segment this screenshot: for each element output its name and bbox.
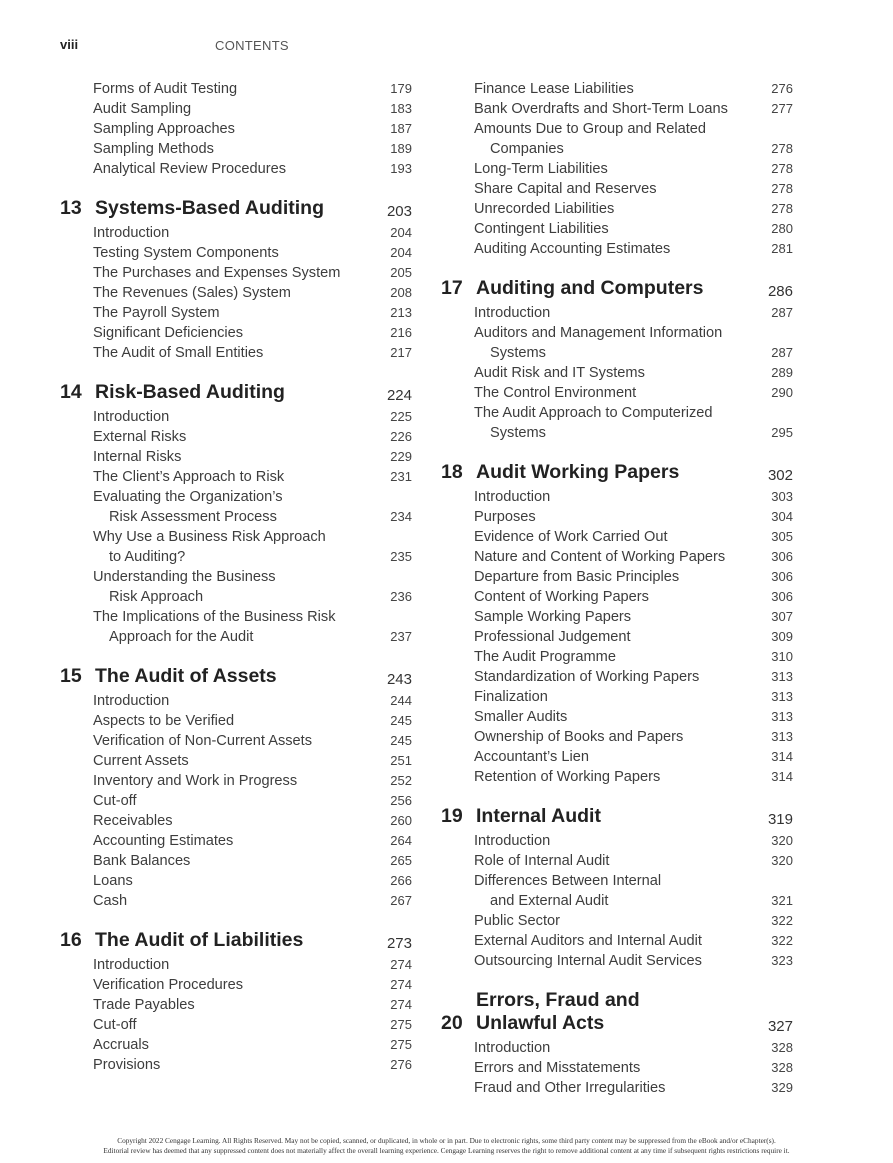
entry-title: Cash [93, 893, 128, 909]
toc-entry[interactable] [60, 831, 412, 851]
entry-page-number: 328 [771, 1060, 793, 1075]
toc-left-column [60, 79, 412, 1075]
entry-title: Errors and Misstatements [474, 1060, 641, 1076]
entry-page-number: 256 [390, 793, 412, 808]
entry-title: Bank Overdrafts and Short-Term Loans [474, 101, 728, 117]
entry-title: Public Sector [474, 913, 560, 929]
entry-title: Why Use a Business Risk Approach [93, 529, 326, 545]
toc-entry[interactable] [441, 323, 793, 363]
toc-entry[interactable] [441, 647, 793, 667]
entry-title: Ownership of Books and Papers [474, 729, 684, 745]
entry-title: Verification of Non-Current Assets [93, 733, 313, 749]
entry-page-number: 231 [390, 469, 412, 484]
toc-entry[interactable] [60, 527, 412, 567]
toc-entry[interactable] [60, 751, 412, 771]
toc-entry[interactable] [441, 303, 793, 323]
entry-title: Significant Deficiencies [93, 325, 244, 341]
chapter-number: 16 [60, 929, 82, 951]
entry-page-number: 225 [390, 409, 412, 424]
entry-page-number: 204 [390, 225, 412, 240]
entry-title: Understanding the Business [93, 569, 276, 585]
chapter-title: Systems-Based Auditing [95, 197, 324, 219]
entry-title: Auditors and Management Information [474, 325, 723, 341]
toc-entry[interactable] [441, 687, 793, 707]
toc-entry[interactable] [441, 219, 793, 239]
chapter-page-number: 203 [386, 203, 412, 220]
entry-title-continued: to Auditing? [109, 549, 186, 565]
entry-title: The Audit Approach to Computerized [474, 405, 713, 421]
entry-title: Sample Working Papers [474, 609, 632, 625]
entry-title: Share Capital and Reserves [474, 181, 657, 197]
toc-entry[interactable] [60, 771, 412, 791]
chapter-title: Auditing and Computers [476, 277, 704, 299]
entry-page-number: 290 [771, 385, 793, 400]
entry-page-number: 280 [771, 221, 793, 236]
entry-title: The Audit Programme [474, 649, 616, 665]
toc-entry[interactable] [60, 1055, 412, 1075]
entry-title: Audit Risk and IT Systems [474, 365, 645, 381]
entry-page-number: 322 [771, 913, 793, 928]
toc-entry[interactable] [60, 1035, 412, 1055]
toc-entry[interactable] [60, 567, 412, 607]
toc-entry[interactable] [441, 587, 793, 607]
entry-page-number: 305 [771, 529, 793, 544]
copyright-footer [10, 1136, 883, 1156]
entry-page-number: 322 [771, 933, 793, 948]
toc-entry[interactable] [441, 179, 793, 199]
toc-entry[interactable] [60, 283, 412, 303]
entry-page-number: 226 [390, 429, 412, 444]
entry-title: Introduction [93, 957, 170, 973]
entry-title: Departure from Basic Principles [474, 569, 680, 585]
entry-page-number: 314 [771, 769, 793, 784]
entry-page-number: 313 [771, 709, 793, 724]
entry-title-continued: Companies [490, 141, 564, 157]
entry-page-number: 304 [771, 509, 793, 524]
entry-page-number: 217 [390, 345, 412, 360]
entry-page-number: 265 [390, 853, 412, 868]
entry-page-number: 264 [390, 833, 412, 848]
chapter-page-number: 286 [767, 283, 793, 300]
toc-entry[interactable] [441, 79, 793, 99]
entry-page-number: 275 [390, 1037, 412, 1052]
entry-page-number: 320 [771, 853, 793, 868]
entry-page-number: 237 [390, 629, 412, 644]
entry-title: Professional Judgement [474, 629, 631, 645]
entry-page-number: 277 [771, 101, 793, 116]
entry-title: Evidence of Work Carried Out [474, 529, 668, 545]
entry-page-number: 281 [771, 241, 793, 256]
entry-page-number: 213 [390, 305, 412, 320]
entry-title: Finalization [474, 689, 548, 705]
entry-title: Verification Procedures [93, 977, 244, 993]
toc-entry[interactable] [60, 323, 412, 343]
chapter-number: 17 [441, 277, 463, 299]
toc-entry[interactable] [60, 79, 412, 99]
copyright-line-1: Copyright 2022 Cengage Learning. All Rights Reserved. May not be copied, scanned, or duplicated, in whole or in part. Due to electronic rights, some third party content may be suppressed from the eBook and/or eChapter(s). [117, 1136, 776, 1145]
chapter-number: 20 [441, 1012, 463, 1034]
toc-entry[interactable] [60, 851, 412, 871]
toc-entry[interactable] [60, 243, 412, 263]
toc-entry[interactable] [60, 607, 412, 647]
toc-entry[interactable] [441, 1038, 793, 1058]
toc-right-column [441, 79, 793, 1098]
entry-page-number: 275 [390, 1017, 412, 1032]
toc-entry[interactable] [60, 427, 412, 447]
entry-page-number: 310 [771, 649, 793, 664]
toc-entry[interactable] [60, 343, 412, 363]
entry-page-number: 313 [771, 669, 793, 684]
entry-page-number: 251 [390, 753, 412, 768]
entry-title: External Risks [93, 429, 187, 445]
toc-entry[interactable] [60, 487, 412, 527]
toc-entry[interactable] [441, 567, 793, 587]
chapter-number: 14 [60, 381, 82, 403]
chapter-number: 13 [60, 197, 82, 219]
entry-page-number: 204 [390, 245, 412, 260]
entry-page-number: 245 [390, 713, 412, 728]
entry-page-number: 183 [390, 101, 412, 116]
chapter-page-number: 273 [386, 935, 412, 952]
entry-page-number: 187 [390, 121, 412, 136]
chapter-title: Internal Audit [476, 805, 601, 827]
entry-page-number: 276 [390, 1057, 412, 1072]
toc-entry[interactable] [60, 811, 412, 831]
chapter-title: Audit Working Papers [476, 461, 680, 483]
entry-title: Fraud and Other Irregularities [474, 1080, 666, 1096]
toc-entry[interactable] [60, 871, 412, 891]
entry-title: The Revenues (Sales) System [93, 285, 291, 301]
toc-entry[interactable] [441, 547, 793, 567]
entry-title: Accountant’s Lien [474, 749, 589, 765]
entry-title: Introduction [474, 1040, 551, 1056]
entry-title: Internal Risks [93, 449, 182, 465]
entry-title: Outsourcing Internal Audit Services [474, 953, 702, 969]
entry-page-number: 287 [771, 305, 793, 320]
toc-entry[interactable] [441, 627, 793, 647]
chapter-number: 15 [60, 665, 82, 687]
entry-page-number: 252 [390, 773, 412, 788]
entry-page-number: 329 [771, 1080, 793, 1095]
entry-title: Testing System Components [93, 245, 279, 261]
toc-entry[interactable] [60, 731, 412, 751]
entry-page-number: 287 [771, 345, 793, 360]
entry-title: Differences Between Internal [474, 873, 662, 889]
entry-title-continued: Systems [490, 345, 546, 361]
toc-chapter-heading[interactable] [60, 665, 412, 688]
entry-page-number: 193 [390, 161, 412, 176]
toc-entry[interactable] [60, 711, 412, 731]
entry-title: Loans [93, 873, 133, 889]
toc-chapter-heading[interactable] [441, 989, 793, 1035]
toc-entry[interactable] [441, 707, 793, 727]
entry-page-number: 278 [771, 141, 793, 156]
entry-title: The Client’s Approach to Risk [93, 469, 285, 485]
entry-title: Introduction [93, 409, 170, 425]
toc-entry[interactable] [441, 487, 793, 507]
entry-page-number: 244 [390, 693, 412, 708]
entry-title: Sampling Approaches [93, 121, 235, 137]
toc-entry[interactable] [441, 403, 793, 443]
toc-entry[interactable] [60, 1015, 412, 1035]
entry-title: Sampling Methods [93, 141, 214, 157]
toc-entry[interactable] [441, 911, 793, 931]
entry-page-number: 278 [771, 161, 793, 176]
entry-title: Bank Balances [93, 853, 191, 869]
toc-entry[interactable] [441, 1058, 793, 1078]
entry-title: Auditing Accounting Estimates [474, 241, 671, 257]
entry-title: The Control Environment [474, 385, 637, 401]
toc-entry[interactable] [441, 363, 793, 383]
entry-page-number: 267 [390, 893, 412, 908]
toc-entry[interactable] [60, 691, 412, 711]
toc-entry[interactable] [441, 871, 793, 911]
entry-page-number: 306 [771, 549, 793, 564]
toc-entry[interactable] [441, 607, 793, 627]
entry-title: Standardization of Working Papers [474, 669, 700, 685]
entry-title: The Payroll System [93, 305, 220, 321]
entry-title: Amounts Due to Group and Related [474, 121, 707, 137]
entry-page-number: 320 [771, 833, 793, 848]
toc-entry[interactable] [60, 447, 412, 467]
toc-entry[interactable] [441, 851, 793, 871]
toc-chapter-heading[interactable] [441, 805, 793, 828]
entry-page-number: 278 [771, 201, 793, 216]
toc-entry[interactable] [441, 383, 793, 403]
toc-entry[interactable] [441, 199, 793, 219]
toc-entry[interactable] [441, 727, 793, 747]
chapter-number: 18 [441, 461, 463, 483]
entry-page-number: 236 [390, 589, 412, 604]
chapter-title: Unlawful Acts [476, 1012, 605, 1034]
toc-entry[interactable] [441, 159, 793, 179]
toc-entry[interactable] [60, 139, 412, 159]
entry-page-number: 289 [771, 365, 793, 380]
chapter-title: Errors, Fraud and [476, 989, 640, 1011]
entry-page-number: 208 [390, 285, 412, 300]
chapter-title: Risk-Based Auditing [95, 381, 285, 403]
entry-title: Aspects to be Verified [93, 713, 235, 729]
entry-title-continued: Risk Assessment Process [109, 509, 277, 525]
toc-entry[interactable] [60, 99, 412, 119]
entry-page-number: 245 [390, 733, 412, 748]
entry-title: Forms of Audit Testing [93, 81, 238, 97]
entry-page-number: 309 [771, 629, 793, 644]
entry-title: Nature and Content of Working Papers [474, 549, 726, 565]
toc-entry[interactable] [60, 955, 412, 975]
entry-title: Receivables [93, 813, 173, 829]
chapter-title: The Audit of Liabilities [95, 929, 304, 951]
entry-title: Analytical Review Procedures [93, 161, 287, 177]
entry-page-number: 306 [771, 589, 793, 604]
entry-page-number: 260 [390, 813, 412, 828]
entry-page-number: 274 [390, 957, 412, 972]
entry-title: Retention of Working Papers [474, 769, 661, 785]
toc-chapter-heading[interactable] [60, 197, 412, 220]
toc-chapter-heading[interactable] [441, 461, 793, 484]
entry-page-number: 313 [771, 689, 793, 704]
entry-page-number: 328 [771, 1040, 793, 1055]
toc-entry[interactable] [441, 239, 793, 259]
copyright-line-2: Editorial review has deemed that any suppressed content does not materially affect the overall learning experience. Cengage Learning reserves the right to remove additional content at any time if subsequent rights restrictions require it. [103, 1146, 790, 1155]
toc-entry[interactable] [60, 407, 412, 427]
chapter-number: 19 [441, 805, 463, 827]
entry-title: Provisions [93, 1057, 161, 1073]
chapter-page-number: 302 [767, 467, 793, 484]
toc-entry[interactable] [441, 747, 793, 767]
entry-page-number: 189 [390, 141, 412, 156]
entry-page-number: 179 [390, 81, 412, 96]
toc-chapter-heading[interactable] [60, 929, 412, 952]
entry-title-continued: Risk Approach [109, 589, 204, 605]
toc-entry[interactable] [60, 467, 412, 487]
entry-title: Audit Sampling [93, 101, 192, 117]
toc-entry[interactable] [441, 667, 793, 687]
entry-page-number: 321 [771, 893, 793, 908]
toc-entry[interactable] [441, 1078, 793, 1098]
entry-title-continued: Systems [490, 425, 546, 441]
entry-title: Introduction [474, 305, 551, 321]
entry-page-number: 314 [771, 749, 793, 764]
chapter-page-number: 243 [386, 671, 412, 688]
entry-page-number: 306 [771, 569, 793, 584]
entry-title: The Audit of Small Entities [93, 345, 264, 361]
entry-title: Inventory and Work in Progress [93, 773, 298, 789]
chapter-title: The Audit of Assets [95, 665, 277, 687]
entry-title: Smaller Audits [474, 709, 568, 725]
toc-entry[interactable] [441, 951, 793, 971]
entry-page-number: 229 [390, 449, 412, 464]
entry-page-number: 205 [390, 265, 412, 280]
entry-title: Evaluating the Organization’s [93, 489, 283, 505]
entry-title: Introduction [93, 225, 170, 241]
entry-title: The Implications of the Business Risk [93, 609, 336, 625]
toc-entry[interactable] [441, 99, 793, 119]
toc-entry[interactable] [441, 507, 793, 527]
entry-title: Finance Lease Liabilities [474, 81, 634, 97]
entry-page-number: 276 [771, 81, 793, 96]
entry-title: External Auditors and Internal Audit [474, 933, 702, 949]
entry-title-continued: Approach for the Audit [109, 629, 254, 645]
entry-title: Current Assets [93, 753, 189, 769]
entry-title: Introduction [93, 693, 170, 709]
page-number: viii [60, 37, 79, 52]
entry-title: The Purchases and Expenses System [93, 265, 341, 281]
chapter-page-number: 327 [767, 1018, 793, 1035]
entry-title: Contingent Liabilities [474, 221, 609, 237]
entry-page-number: 235 [390, 549, 412, 564]
entry-page-number: 216 [390, 325, 412, 340]
toc-entry[interactable] [60, 303, 412, 323]
toc-entry[interactable] [60, 263, 412, 283]
entry-title-continued: and External Audit [490, 893, 609, 909]
toc-entry[interactable] [60, 119, 412, 139]
toc-entry[interactable] [441, 527, 793, 547]
toc-entry[interactable] [60, 975, 412, 995]
entry-page-number: 323 [771, 953, 793, 968]
entry-title: Purposes [474, 509, 536, 525]
entry-title: Introduction [474, 489, 551, 505]
entry-title: Long-Term Liabilities [474, 161, 608, 177]
toc-entry[interactable] [60, 891, 412, 911]
entry-title: Accounting Estimates [93, 833, 234, 849]
entry-title: Trade Payables [93, 997, 195, 1013]
entry-page-number: 278 [771, 181, 793, 196]
entry-page-number: 274 [390, 997, 412, 1012]
toc-chapter-heading[interactable] [60, 381, 412, 404]
entry-page-number: 303 [771, 489, 793, 504]
entry-page-number: 234 [390, 509, 412, 524]
toc-entry[interactable] [60, 995, 412, 1015]
toc-entry[interactable] [60, 791, 412, 811]
toc-entry[interactable] [60, 223, 412, 243]
entry-title: Unrecorded Liabilities [474, 201, 615, 217]
entry-title: Cut-off [93, 793, 137, 809]
toc-entry[interactable] [60, 159, 412, 179]
entry-title: Introduction [474, 833, 551, 849]
entry-page-number: 274 [390, 977, 412, 992]
running-head: CONTENTS [215, 38, 289, 53]
toc-entry[interactable] [441, 931, 793, 951]
toc-entry[interactable] [441, 119, 793, 159]
entry-page-number: 266 [390, 873, 412, 888]
toc-chapter-heading[interactable] [441, 277, 793, 300]
entry-title: Accruals [93, 1037, 149, 1053]
chapter-page-number: 319 [767, 811, 793, 828]
entry-title: Cut-off [93, 1017, 137, 1033]
toc-entry[interactable] [441, 767, 793, 787]
toc-entry[interactable] [441, 831, 793, 851]
entry-title: Content of Working Papers [474, 589, 649, 605]
chapter-page-number: 224 [386, 387, 412, 404]
entry-page-number: 307 [771, 609, 793, 624]
entry-page-number: 295 [771, 425, 793, 440]
entry-title: Role of Internal Audit [474, 853, 610, 869]
entry-page-number: 313 [771, 729, 793, 744]
